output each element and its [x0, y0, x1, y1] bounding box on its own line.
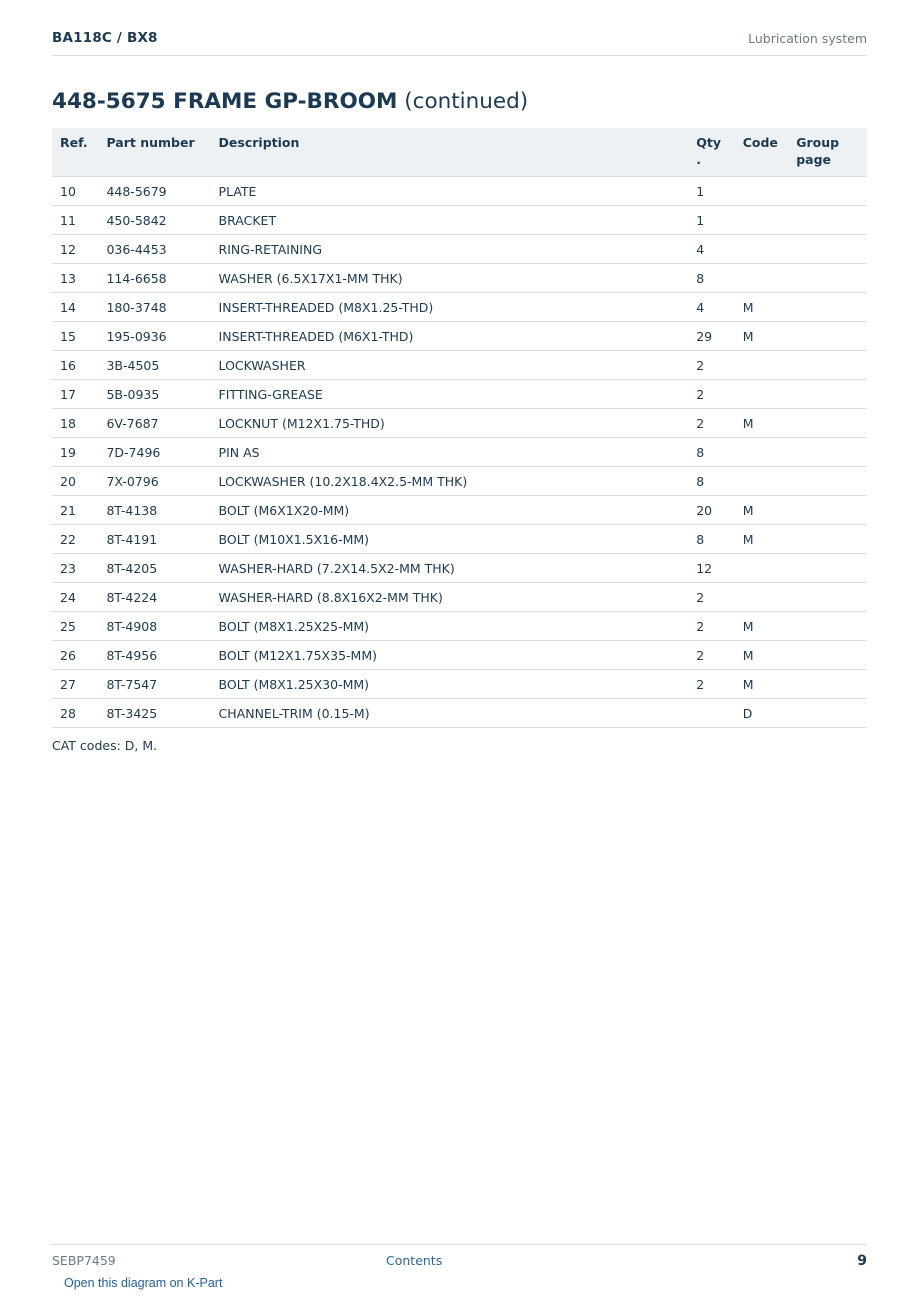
cell-part-number: 7D-7496	[98, 438, 210, 467]
cell-ref: 22	[52, 525, 98, 554]
cell-qty: 4	[688, 235, 734, 264]
cell-qty: 1	[688, 177, 734, 206]
parts-table	[52, 128, 867, 728]
cell-qty: 2	[688, 612, 734, 641]
cell-qty: 2	[688, 641, 734, 670]
cell-part-number: 3B-4505	[98, 351, 210, 380]
parts-table-header	[52, 128, 867, 177]
cell-description: BOLT (M12X1.75X35-MM)	[211, 641, 689, 670]
table-row	[52, 351, 867, 380]
table-row	[52, 496, 867, 525]
cell-description: FITTING-GREASE	[211, 380, 689, 409]
cell-code	[735, 206, 789, 235]
document-number: SEBP7459	[52, 1253, 116, 1268]
cell-group-page	[788, 670, 867, 699]
cell-part-number: 114-6658	[98, 264, 210, 293]
cell-code: M	[735, 322, 789, 351]
cell-ref: 23	[52, 554, 98, 583]
table-row	[52, 322, 867, 351]
cell-group-page	[788, 641, 867, 670]
cell-description: BRACKET	[211, 206, 689, 235]
cell-ref: 27	[52, 670, 98, 699]
cell-description: BOLT (M10X1.5X16-MM)	[211, 525, 689, 554]
cell-qty: 2	[688, 351, 734, 380]
cell-group-page	[788, 583, 867, 612]
cell-group-page	[788, 351, 867, 380]
cell-part-number: 5B-0935	[98, 380, 210, 409]
table-row	[52, 380, 867, 409]
column-header-part-number: Part number	[98, 128, 210, 177]
cell-part-number: 448-5679	[98, 177, 210, 206]
cell-qty: 12	[688, 554, 734, 583]
table-row	[52, 409, 867, 438]
cell-group-page	[788, 467, 867, 496]
cell-qty: 4	[688, 293, 734, 322]
cell-code: M	[735, 641, 789, 670]
cell-qty: 1	[688, 206, 734, 235]
table-row	[52, 264, 867, 293]
cell-part-number: 8T-4205	[98, 554, 210, 583]
cell-ref: 19	[52, 438, 98, 467]
cell-code: M	[735, 670, 789, 699]
table-row	[52, 554, 867, 583]
cell-part-number: 8T-4138	[98, 496, 210, 525]
cell-qty: 20	[688, 496, 734, 525]
cell-ref: 26	[52, 641, 98, 670]
cell-group-page	[788, 293, 867, 322]
cell-description: WASHER (6.5X17X1-MM THK)	[211, 264, 689, 293]
cell-code	[735, 264, 789, 293]
cell-group-page	[788, 612, 867, 641]
cell-description: WASHER-HARD (8.8X16X2-MM THK)	[211, 583, 689, 612]
cell-description: BOLT (M8X1.25X30-MM)	[211, 670, 689, 699]
cell-group-page	[788, 322, 867, 351]
cell-ref: 16	[52, 351, 98, 380]
table-row	[52, 670, 867, 699]
cell-code: D	[735, 699, 789, 728]
cell-ref: 28	[52, 699, 98, 728]
cat-codes-note: CAT codes: D, M.	[52, 738, 158, 753]
cell-code: M	[735, 612, 789, 641]
cell-description: LOCKWASHER	[211, 351, 689, 380]
cell-ref: 10	[52, 177, 98, 206]
cell-code	[735, 583, 789, 612]
cell-description: CHANNEL-TRIM (0.15-M)	[211, 699, 689, 728]
column-header-group-page: Group page	[788, 128, 867, 177]
cell-part-number: 195-0936	[98, 322, 210, 351]
cell-ref: 21	[52, 496, 98, 525]
cell-description: BOLT (M8X1.25X25-MM)	[211, 612, 689, 641]
cell-ref: 12	[52, 235, 98, 264]
cell-group-page	[788, 235, 867, 264]
cell-part-number: 8T-4908	[98, 612, 210, 641]
cell-group-page	[788, 525, 867, 554]
cell-qty: 8	[688, 525, 734, 554]
cell-qty: 8	[688, 264, 734, 293]
cell-description: INSERT-THREADED (M8X1.25-THD)	[211, 293, 689, 322]
page-number: 9	[857, 1253, 867, 1269]
cell-code: M	[735, 293, 789, 322]
cell-description: BOLT (M6X1X20-MM)	[211, 496, 689, 525]
table-row	[52, 525, 867, 554]
cell-code	[735, 467, 789, 496]
cell-ref: 24	[52, 583, 98, 612]
cell-code	[735, 380, 789, 409]
cell-qty	[688, 699, 734, 728]
title-suffix: (continued)	[404, 89, 529, 114]
cell-part-number: 180-3748	[98, 293, 210, 322]
cell-ref: 14	[52, 293, 98, 322]
cell-part-number: 450-5842	[98, 206, 210, 235]
table-row	[52, 438, 867, 467]
page-header	[52, 28, 867, 56]
page-footer	[52, 1244, 867, 1275]
cell-part-number: 036-4453	[98, 235, 210, 264]
table-row	[52, 699, 867, 728]
cell-ref: 15	[52, 322, 98, 351]
cell-code	[735, 351, 789, 380]
cell-group-page	[788, 438, 867, 467]
cell-description: LOCKWASHER (10.2X18.4X2.5-MM THK)	[211, 467, 689, 496]
cell-part-number: 7X-0796	[98, 467, 210, 496]
parts-table-body	[52, 177, 867, 728]
cell-part-number: 8T-4224	[98, 583, 210, 612]
cell-group-page	[788, 380, 867, 409]
cell-part-number: 8T-4191	[98, 525, 210, 554]
cell-qty: 2	[688, 670, 734, 699]
cell-part-number: 8T-4956	[98, 641, 210, 670]
cell-part-number: 6V-7687	[98, 409, 210, 438]
cell-qty: 2	[688, 409, 734, 438]
cell-code: M	[735, 409, 789, 438]
cell-group-page	[788, 177, 867, 206]
cell-code: M	[735, 525, 789, 554]
cell-code	[735, 554, 789, 583]
table-row	[52, 293, 867, 322]
cell-group-page	[788, 554, 867, 583]
cell-description: INSERT-THREADED (M6X1-THD)	[211, 322, 689, 351]
cell-qty: 2	[688, 583, 734, 612]
cell-ref: 17	[52, 380, 98, 409]
page-title	[52, 89, 528, 114]
table-row	[52, 467, 867, 496]
cell-code: M	[735, 496, 789, 525]
cell-group-page	[788, 496, 867, 525]
cell-description: RING-RETAINING	[211, 235, 689, 264]
cell-ref: 18	[52, 409, 98, 438]
table-row	[52, 235, 867, 264]
table-row	[52, 583, 867, 612]
document-id: BA118C / BX8	[52, 30, 158, 46]
cell-qty: 8	[688, 467, 734, 496]
cell-group-page	[788, 409, 867, 438]
cell-group-page	[788, 264, 867, 293]
table-row	[52, 206, 867, 235]
cell-code	[735, 177, 789, 206]
cell-ref: 25	[52, 612, 98, 641]
section-name: Lubrication system	[748, 31, 867, 46]
cell-description: PLATE	[211, 177, 689, 206]
cell-qty: 2	[688, 380, 734, 409]
cell-code	[735, 438, 789, 467]
cell-qty: 29	[688, 322, 734, 351]
table-row	[52, 612, 867, 641]
cell-part-number: 8T-3425	[98, 699, 210, 728]
open-diagram-kpart-link[interactable]: Open this diagram on K-Part	[64, 1276, 223, 1290]
table-row	[52, 641, 867, 670]
column-header-ref: Ref.	[52, 128, 98, 177]
title-main: 448-5675 FRAME GP-BROOM	[52, 89, 398, 114]
cell-qty: 8	[688, 438, 734, 467]
cell-description: WASHER-HARD (7.2X14.5X2-MM THK)	[211, 554, 689, 583]
cell-description: PIN AS	[211, 438, 689, 467]
cell-ref: 11	[52, 206, 98, 235]
cell-description: LOCKNUT (M12X1.75-THD)	[211, 409, 689, 438]
cell-ref: 20	[52, 467, 98, 496]
cell-group-page	[788, 699, 867, 728]
cell-ref: 13	[52, 264, 98, 293]
table-row	[52, 177, 867, 206]
header-row	[52, 128, 867, 177]
column-header-description: Description	[211, 128, 689, 177]
contents-link[interactable]: Contents	[386, 1253, 443, 1268]
cell-part-number: 8T-7547	[98, 670, 210, 699]
cell-code	[735, 235, 789, 264]
column-header-code: Code	[735, 128, 789, 177]
column-header-qty: Qty .	[688, 128, 734, 177]
cell-group-page	[788, 206, 867, 235]
